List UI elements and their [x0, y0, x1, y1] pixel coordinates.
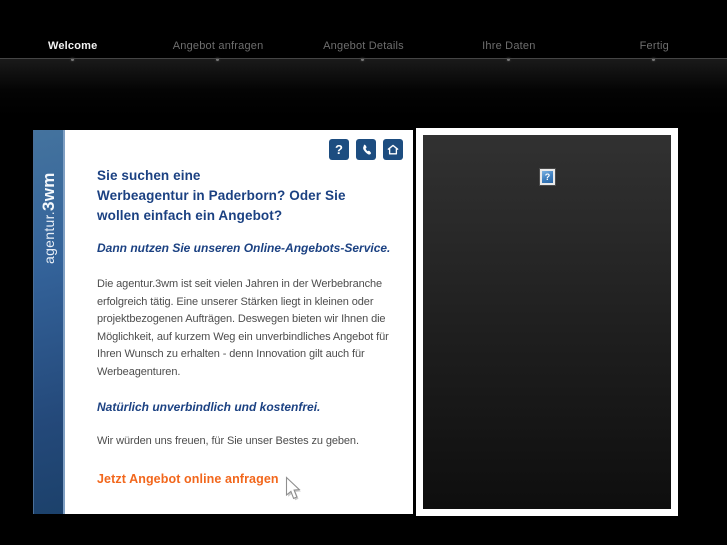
preview-panel: [416, 128, 678, 516]
brand-sidebar: [33, 130, 65, 514]
step-angebot-details[interactable]: [291, 0, 436, 64]
home-button[interactable]: [383, 139, 403, 160]
note-text: Natürlich unverbindlich und kostenfrei.: [97, 400, 321, 414]
mouse-cursor-icon: [282, 474, 301, 506]
title-line-2: Werbeagentur in Paderborn? Oder Sie: [97, 188, 346, 203]
subtitle: Dann nutzen Sie unseren Online-Angebots-Service.: [97, 241, 391, 255]
help-button[interactable]: [329, 139, 349, 160]
step-label: Welcome: [47, 40, 98, 52]
home-icon: [386, 143, 400, 157]
phone-icon: [360, 143, 373, 157]
step-label: Ihre Daten: [482, 40, 536, 52]
cta-row: [97, 470, 397, 506]
wizard-steps: [0, 0, 727, 64]
card-body: [65, 130, 413, 514]
preview-area: [423, 135, 671, 509]
broken-image-icon: ?: [540, 169, 555, 185]
cta-link[interactable]: Jetzt Angebot online anfragen: [97, 472, 279, 486]
step-angebot-anfragen[interactable]: [145, 0, 290, 64]
logo-prefix: agentur.: [41, 211, 57, 264]
title-line-3: wollen einfach ein Angebot?: [97, 208, 283, 223]
step-welcome[interactable]: [0, 0, 145, 64]
step-label: Fertig: [639, 40, 669, 52]
page-title: [97, 166, 397, 226]
title-line-1: Sie suchen eine: [97, 168, 201, 183]
phone-button[interactable]: [356, 139, 376, 160]
step-fertig[interactable]: [582, 0, 727, 64]
intro-text: Die agentur.3wm ist seit vielen Jahren in der Werbebranche erfolgreich tätig. Eine unserer Stärken liegt in kleinen oder projektbezogenen Aufträgen. Deswegen bieten wir Ihnen die Möglichkeit, auf kurzem Weg ein unverbindliches Angebot für Ihren Wunsch zu erhalten - denn Innovation gilt auch für Werbeagenturen.: [97, 278, 389, 378]
step-label: Angebot Details: [323, 40, 404, 52]
step-label: Angebot anfragen: [172, 40, 264, 52]
content-card: [33, 130, 413, 514]
question-mark-icon: ?: [335, 142, 343, 157]
closing-text: Wir würden uns freuen, für Sie unser Bestes zu geben.: [97, 435, 359, 447]
utility-icons: [329, 139, 403, 160]
logo-suffix: 3wm: [39, 172, 58, 211]
header-glow: [0, 59, 727, 117]
brand-logo: [39, 172, 59, 264]
step-ihre-daten[interactable]: [436, 0, 581, 64]
